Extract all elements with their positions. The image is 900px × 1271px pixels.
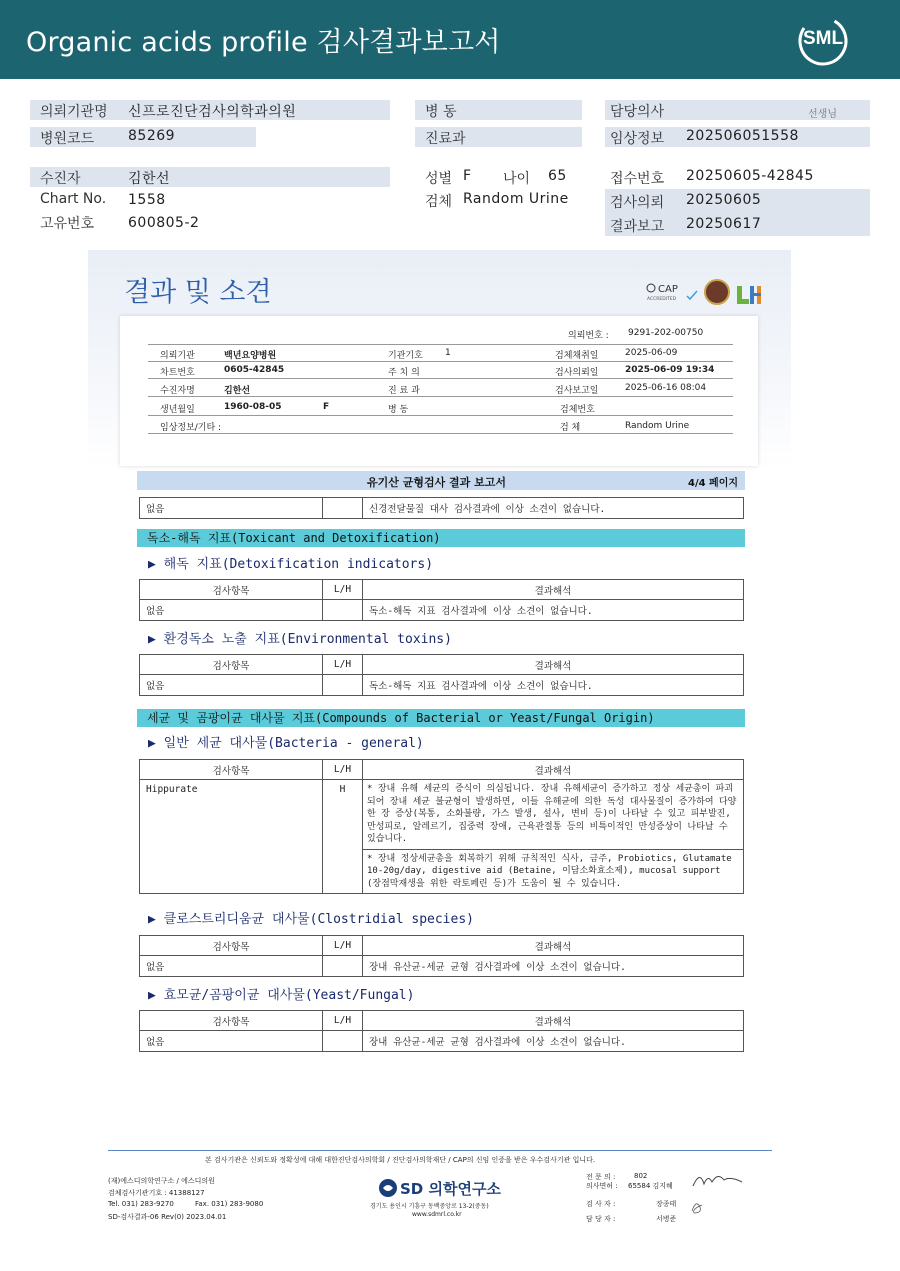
col-header-lh: L/H	[323, 580, 363, 600]
signature-icon	[690, 1168, 745, 1192]
clostridial-table	[139, 935, 744, 977]
sd-logo-icon	[378, 1178, 398, 1198]
clinical-info-value: 202506051558	[686, 128, 799, 144]
subsection-clostridial-header: ▶ 클로스트리디움균 대사물(Clostridial species)	[148, 912, 474, 927]
ward-label: 병 동	[425, 104, 457, 120]
col-header-result: 결과해석	[363, 936, 744, 956]
sex2-value: F	[323, 402, 330, 412]
license-label: 의사면허 :	[586, 1182, 618, 1190]
hospital-code-label: 병원코드	[40, 131, 95, 147]
license-value: 65584 김지혜	[628, 1182, 673, 1190]
table-cell-item: 없음	[140, 1031, 323, 1052]
info-divider	[148, 378, 733, 379]
birth-label: 생년월일	[160, 405, 195, 415]
receipt-no-label: 접수번호	[610, 171, 665, 187]
table-cell-item: 없음	[140, 600, 323, 621]
unique-no-label: 고유번호	[40, 216, 95, 232]
table-cell-lh	[323, 675, 363, 696]
inst-code-label: 기관기호	[388, 351, 423, 361]
hospital-code-value: 85269	[128, 128, 176, 144]
neurotransmitter-table	[139, 497, 744, 519]
col-header-lh: L/H	[323, 936, 363, 956]
collect-label: 검체채취일	[555, 351, 599, 361]
footer-company: (재)에스디의학연구소 / 에스디의원	[108, 1177, 215, 1185]
col-header-item: 검사항목	[140, 1011, 323, 1031]
doctor-suffix: 선생님	[808, 109, 837, 120]
report-date-label: 검사보고일	[555, 386, 599, 396]
table-cell-item: 없음	[140, 956, 323, 977]
table-cell-item: Hippurate	[140, 780, 323, 894]
footer-address: 경기도 용인시 기흥구 동백중앙로 13-2(중동)	[370, 1203, 489, 1210]
patient-value: 김한선	[128, 171, 171, 187]
footer-inst-code: 검체검사기관기호 : 41388127	[108, 1189, 205, 1197]
age-label: 나이	[503, 171, 531, 187]
info-divider	[148, 433, 733, 434]
cap-accredited-logo-icon	[645, 280, 700, 304]
sex-value: F	[463, 168, 472, 184]
req-date-value: 2025-06-09 19:34	[625, 365, 715, 375]
institution-seal-icon	[704, 279, 730, 305]
chart-no-value: 1558	[128, 192, 166, 208]
sex-label: 성별	[425, 171, 453, 187]
table-cell-result: 독소-해독 지표 검사결과에 이상 소견이 없습니다.	[363, 675, 744, 696]
col-header-result: 결과해석	[363, 1011, 744, 1031]
unique-no-value: 600805-2	[128, 215, 200, 231]
clinical2-label: 임상정보/기타 :	[160, 423, 222, 433]
request-no-label: 의뢰번호 :	[568, 331, 609, 341]
footer-url: www.sdmrl.co.kr	[412, 1211, 462, 1218]
result-report-label: 결과보고	[610, 219, 665, 235]
specialist-value: 802	[634, 1172, 648, 1180]
col-header-lh: L/H	[323, 655, 363, 675]
birth-value: 1960-08-05	[224, 402, 282, 412]
specialist-label: 전 문 의 :	[586, 1173, 616, 1181]
subsection-environmental-header: ▶ 환경독소 노출 지표(Environmental toxins)	[148, 632, 452, 647]
subsection-bacteria-general-header: ▶ 일반 세균 대사물(Bacteria - general)	[148, 736, 424, 751]
col-header-item: 검사항목	[140, 655, 323, 675]
department-label: 진료과	[425, 131, 466, 147]
footer-form: SD-검사결과-06 Rev(0) 2023.04.01	[108, 1213, 227, 1221]
col-header-result: 결과해석	[363, 760, 744, 780]
subsection-yeast-header: ▶ 효모균/곰팡이균 대사물(Yeast/Fungal)	[148, 988, 415, 1003]
col-header-item: 검사항목	[140, 760, 323, 780]
inst-label: 의뢰기관	[160, 351, 195, 361]
footer-fax: Fax. 031) 283-9080	[195, 1200, 264, 1208]
specimen-no-label: 검체번호	[560, 405, 595, 415]
col-header-result: 결과해석	[363, 655, 744, 675]
table-cell-lh	[323, 956, 363, 977]
name-label: 수진자명	[160, 386, 195, 396]
section-toxicant-header: 독소-해독 지표(Toxicant and Detoxification)	[137, 529, 745, 547]
table-cell-result: 신경전달물질 대사 검사결과에 이상 소견이 없습니다.	[363, 498, 744, 519]
institution-value: 신프로진단검사의학과의원	[128, 104, 297, 120]
patient-label: 수진자	[40, 171, 81, 187]
signature-small-icon	[688, 1197, 708, 1217]
test-request-label: 검사의뢰	[610, 195, 665, 211]
yeast-table	[139, 1010, 744, 1052]
dept2-label: 진 료 과	[388, 386, 420, 396]
page-title: Organic acids profile 검사결과보고서	[26, 27, 501, 58]
col-header-lh: L/H	[323, 760, 363, 780]
environmental-table	[139, 654, 744, 696]
table-cell-item: 없음	[140, 498, 323, 519]
doctor-label: 담당의사	[610, 104, 665, 120]
section-bacterial-header: 세균 및 곰팡이균 대사물 지표(Compounds of Bacterial or Yeast/Fungal Origin)	[137, 709, 745, 727]
info-divider	[148, 344, 733, 345]
ward2-label: 병 동	[388, 405, 409, 415]
tester-label: 검 사 자 :	[586, 1200, 616, 1208]
tester-value: 장종태	[656, 1200, 677, 1208]
inst-code-value: 1	[445, 348, 451, 358]
test-request-value: 20250605	[686, 192, 762, 208]
patient-bar	[30, 167, 390, 187]
specimen-label: 검체	[425, 194, 453, 210]
inst-value: 백년요양병원	[224, 351, 277, 361]
info-divider	[148, 361, 733, 362]
footer-divider	[108, 1150, 772, 1151]
detox-table	[139, 579, 744, 621]
table-cell-item: 없음	[140, 675, 323, 696]
name-value: 김한선	[224, 386, 251, 396]
specimen-value: Random Urine	[463, 191, 569, 207]
table-cell-result: 장내 유산균-세균 균형 검사결과에 이상 소견이 없습니다.	[363, 956, 744, 977]
request-no-value: 9291-202-00750	[628, 328, 704, 338]
info-divider	[148, 396, 733, 397]
clinical-info-label: 임상정보	[610, 131, 665, 147]
table-cell-result: 독소-해독 지표 검사결과에 이상 소견이 없습니다.	[363, 600, 744, 621]
result-report-value: 20250617	[686, 216, 762, 232]
table-cell-lh	[323, 600, 363, 621]
table-cell-lh-high: H	[323, 780, 363, 894]
report-date-value: 2025-06-16 08:04	[625, 383, 707, 393]
manager-label: 담 당 자 :	[586, 1215, 616, 1223]
cap-text: CAP	[658, 284, 678, 295]
cap-sub-text: ACCREDITED	[647, 297, 677, 302]
report-title: 결과 및 소견	[124, 277, 272, 308]
report-page-number: 4/4 페이지	[688, 478, 739, 489]
table-cell-result: 장내 유산균-세균 균형 검사결과에 이상 소견이 없습니다.	[363, 1031, 744, 1052]
info-divider	[148, 415, 733, 416]
table-cell-result: * 장내 유해 세균의 증식이 의심됩니다. 장내 유해세균이 증가하고 정상 세균총이 파괴되어 장내 세균 불균형이 발생하면, 이들 유해균에 의한 독성 대사물질이 증가하여 다양한 장 증상(복통, 소화불량, 가스 발생, 설사, 변비 등)이 나타날 수 있고 피부발진, 만성피로, 알레르기, 집중력 장애, 근육관절통 등의 비특이적인 만성증상이 나타날 수 있습니다.	[363, 780, 744, 850]
col-header-item: 검사항목	[140, 936, 323, 956]
doctor2-label: 주 치 의	[388, 368, 420, 378]
specimen2-label: 검 체	[560, 423, 581, 433]
table-cell-lh	[323, 1031, 363, 1052]
table-cell-result: * 장내 정상세균총을 회복하기 위해 규칙적인 식사, 금주, Probiotics, Glutamate 10-20g/day, digestive aid (Betaine, 이담소화효소제), mucosal support (장점막재생을 위한 락토페린 등)가 도움이 될 수 있습니다.	[363, 849, 744, 894]
institution-label: 의뢰기관명	[40, 104, 108, 120]
report-page-title: 유기산 균형검사 결과 보고서	[367, 476, 506, 489]
lh-certification-logo-icon	[735, 280, 763, 306]
collect-value: 2025-06-09	[625, 348, 678, 358]
col-header-lh: L/H	[323, 1011, 363, 1031]
req-date-label: 검사의뢰일	[555, 368, 599, 378]
sml-logo-text: SML	[803, 28, 844, 49]
bacteria-general-table	[139, 759, 744, 894]
subsection-detox-header: ▶ 해독 지표(Detoxification indicators)	[148, 557, 434, 572]
chart-no-label: Chart No.	[40, 191, 107, 207]
sd-logo-text: SD 의학연구소	[400, 1180, 501, 1198]
chart-value: 0605-42845	[224, 365, 285, 375]
footer-certification: 본 검사기관은 신뢰도와 정확성에 대해 대한진단검사의학회 / 진단검사의학재단 / CAP의 신임 인증을 받은 우수검사기관 입니다.	[205, 1156, 596, 1164]
age-value: 65	[548, 168, 567, 184]
manager-value: 서병준	[656, 1215, 677, 1223]
col-header-result: 결과해석	[363, 580, 744, 600]
col-header-item: 검사항목	[140, 580, 323, 600]
chart-label: 차트번호	[160, 368, 195, 378]
footer-tel: Tel. 031) 283-9270	[108, 1200, 174, 1208]
receipt-no-value: 20250605-42845	[686, 168, 814, 184]
table-cell-lh	[323, 498, 363, 519]
specimen2-value: Random Urine	[625, 421, 690, 431]
